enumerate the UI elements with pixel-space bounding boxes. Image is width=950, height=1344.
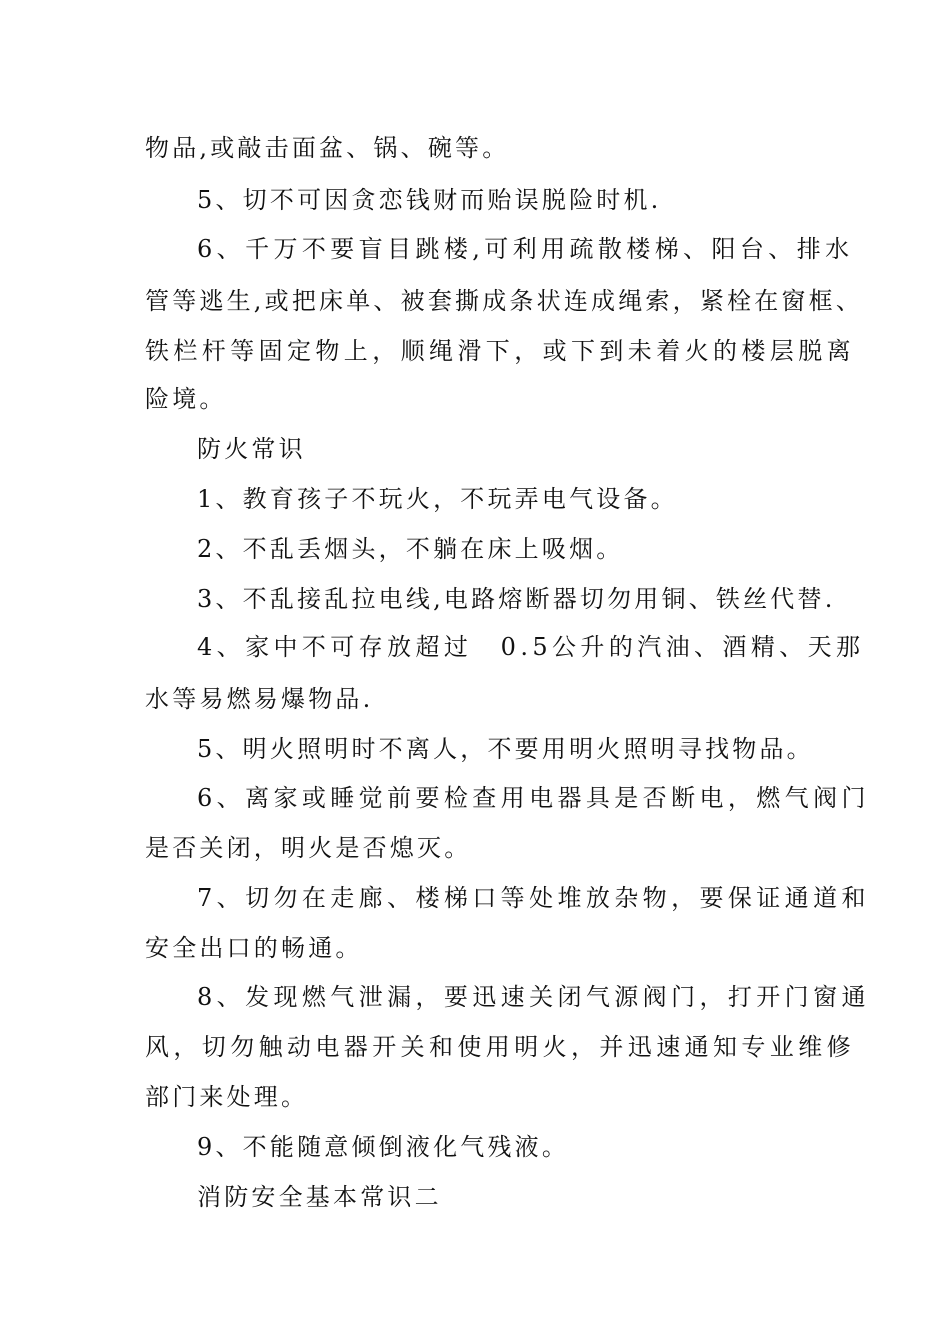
text-line: 风，切勿触动电器开关和使用明火，并迅速通知专业维修 [145,1033,855,1061]
text-line: 8、发现燃气泄漏，要迅速关闭气源阀门，打开门窗通 [197,983,870,1011]
text-line: 险境。 [145,385,227,413]
text-line: 物品,或敲击面盆、锅、碗等。 [145,134,510,162]
text-line: 6、离家或睡觉前要检查用电器具是否断电，燃气阀门 [197,784,870,812]
text-line: 5、切不可因贪恋钱财而贻误脱险时机. [197,186,662,214]
text-line: 安全出口的畅通。 [145,934,363,962]
text-line: 3、不乱接乱拉电线,电路熔断器切勿用铜、铁丝代替. [197,585,836,613]
text-line: 铁栏杆等固定物上，顺绳滑下，或下到未着火的楼层脱离 [145,337,855,365]
text-line: 7、切勿在走廊、楼梯口等处堆放杂物，要保证通道和 [197,884,870,912]
section-heading: 防火常识 [197,435,306,463]
text-line: 是否关闭，明火是否熄灭。 [145,834,472,862]
section-heading: 消防安全基本常识二 [197,1183,442,1211]
text-line: 管等逃生,或把床单、被套撕成条状连成绳索，紧栓在窗框、 [145,287,864,315]
text-line: 水等易燃易爆物品. [145,685,374,713]
text-line: 4、家中不可存放超过 0.5公升的汽油、酒精、天那 [197,633,865,661]
text-line: 2、不乱丢烟头，不躺在床上吸烟。 [197,535,624,563]
text-line: 1、教育孩子不玩火，不玩弄电气设备。 [197,485,678,513]
text-line: 5、明火照明时不离人，不要用明火照明寻找物品。 [197,735,814,763]
text-line: 6、千万不要盲目跳楼,可利用疏散楼梯、阳台、排水 [197,235,854,263]
text-line: 9、不能随意倾倒液化气残液。 [197,1133,570,1161]
text-line: 部门来处理。 [145,1083,309,1111]
